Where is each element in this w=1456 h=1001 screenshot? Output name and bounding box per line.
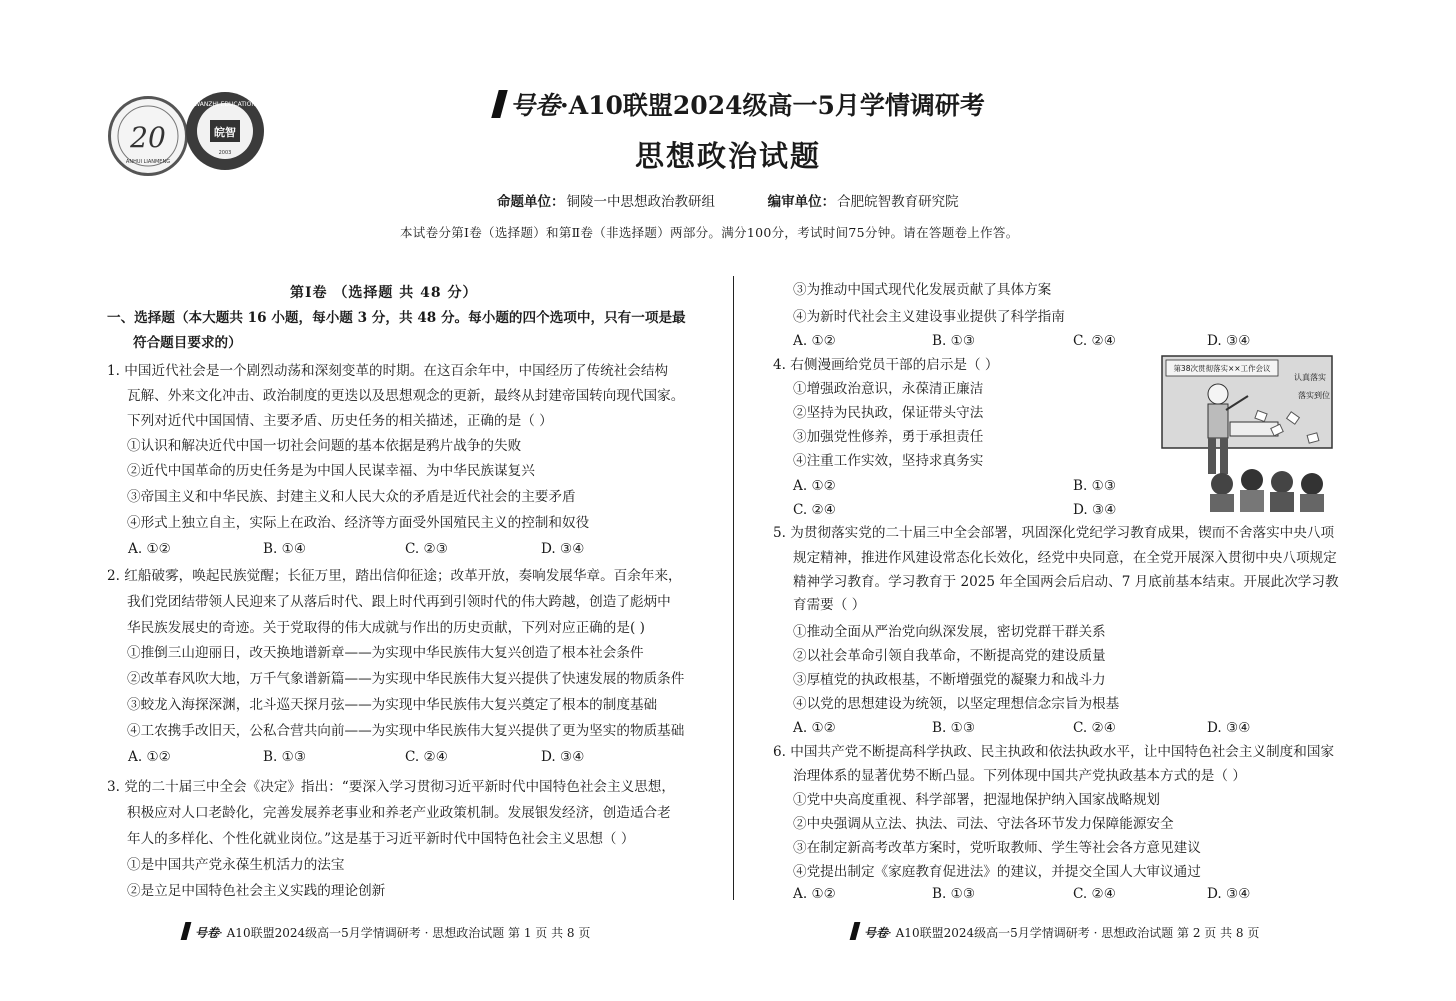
brand-name: 号卷: [510, 91, 561, 120]
q3-statement-2: ②是立足中国特色社会主义实践的理论创新: [127, 883, 386, 899]
q3-option-b: B. ①③: [932, 333, 976, 349]
q3-line-2: 积极应对人口老龄化，完善发展养老事业和养老产业政策机制。发展银发经济，创造适合老: [127, 805, 671, 821]
logo1-caption: ANHUI LIANMENG: [125, 159, 171, 165]
q6-statement-2: ②中央强调从立法、执法、司法、守法各环节发力保障能源安全: [793, 816, 1174, 832]
q6-statement-4: ④党提出制定《家庭教育促进法》的建议，并提交全国人大审议通过: [793, 864, 1201, 880]
section-instructions-2: 符合题目要求的）: [133, 335, 242, 351]
comic-illustration-icon: [1160, 352, 1344, 512]
comic-bubble-2: 落实到位: [1298, 391, 1330, 400]
q2-option-d: D. ③④: [541, 749, 585, 765]
author-label: 命题单位：: [497, 194, 565, 210]
q1-option-b: B. ①④: [263, 541, 307, 557]
footer-right-brand-icon: [850, 922, 861, 940]
logo2-ring: WANZHI EDUCATION: [194, 101, 256, 108]
q2-statement-2: ②改革春风吹大地，万千气象谱新篇——为实现中华民族伟大复兴提供了快速发展的物质条件: [127, 671, 685, 687]
q5-statement-3: ③厚植党的执政根基，不断增强党的凝聚力和战斗力: [793, 672, 1106, 688]
q3-statement-1: ①是中国共产党永葆生机活力的法宝: [127, 857, 345, 873]
q3-option-a: A. ①②: [793, 333, 836, 349]
logo2-text: 皖智: [214, 126, 236, 139]
q2-statement-4: ④工农携手改旧天，公私合营共向前——为实现中华民族伟大复兴提供了更为坚实的物质基础: [127, 723, 685, 739]
q4-statement-2: ②坚持为民执政，保证带头守法: [793, 405, 984, 421]
q6-option-c: C. ②④: [1073, 886, 1116, 902]
q5-line-1: 5. 为贯彻落实党的二十届三中全会部署，巩固深化党纪学习教育成果，锲而不舍落实中央八项: [773, 525, 1335, 541]
q5-line-3: 精神学习教育。学习教育于 2025 年全国两会后启动、7 月底前基本结束。开展此次学习教: [793, 574, 1339, 590]
q4-statement-1: ①增强政治意识，永葆清正廉洁: [793, 381, 984, 397]
footer-left-brand: 号卷: [195, 926, 220, 940]
footer-left-text: · A10联盟2024级高一5月学情调研考 · 思想政治试题 第 1 页 共 8 页: [219, 926, 591, 940]
q5-option-a: A. ①②: [793, 720, 836, 736]
q2-line-1: 2. 红船破雾，唤起民族觉醒；长征万里，踏出信仰征途；改革开放，奏响发展华章。百余年来，: [107, 568, 682, 584]
q5-line-2: 规定精神，推进作风建设常态化长效化，经党中央同意，在全党开展深入贯彻中央八项规定: [793, 550, 1337, 566]
q1-line-1: 1. 中国近代社会是一个剧烈动荡和深刻变革的时期。在这百余年中，中国经历了传统社会结构: [107, 363, 669, 379]
q6-option-a: A. ①②: [793, 886, 836, 902]
q5-statement-1: ①推动全面从严治党向纵深发展，密切党群干群关系: [793, 624, 1106, 640]
q6-line-2: 治理体系的显著优势不断凸显。下列体现中国共产党执政基本方式的是（ ）: [793, 768, 1246, 784]
q1-statement-1: ①认识和解决近代中国一切社会问题的基本依据是鸦片战争的失败: [127, 438, 522, 454]
q1-statement-3: ③帝国主义和中华民族、封建主义和人民大众的矛盾是近代社会的主要矛盾: [127, 489, 576, 505]
q3-statement-4: ④为新时代社会主义建设事业提供了科学指南: [793, 309, 1065, 325]
q1-line-2: 瓦解、外来文化冲击、政治制度的更迭以及思想观念的更新，最终从封建帝国转向现代国家。: [127, 388, 685, 404]
q5-option-b: B. ①③: [932, 720, 976, 736]
svg-text:20: 20: [130, 121, 166, 154]
q5-option-c: C. ②④: [1073, 720, 1116, 736]
comic-bubble-1: 认真落实: [1294, 373, 1326, 382]
q4-line-1: 4. 右侧漫画给党员干部的启示是（ ）: [773, 357, 999, 373]
q5-statement-2: ②以社会革命引领自我革命，不断提高党的建设质量: [793, 648, 1106, 664]
q5-statement-4: ④以党的思想建设为统领，以坚定理想信念宗旨为根基: [793, 696, 1120, 712]
q4-comic: [1160, 352, 1344, 512]
q2-statement-1: ①推倒三山迎丽日，改天换地谱新章——为实现中华民族伟大复兴创造了根本社会条件: [127, 645, 644, 661]
q4-option-b: B. ①③: [1073, 478, 1117, 494]
q1-line-3: 下列对近代中国国情、主要矛盾、历史任务的相关描述，正确的是（ ）: [127, 413, 553, 429]
q3-option-d: D. ③④: [1207, 333, 1251, 349]
q6-option-d: D. ③④: [1207, 886, 1251, 902]
q6-option-b: B. ①③: [932, 886, 976, 902]
footer-right-text: · A10联盟2024级高一5月学情调研考 · 思想政治试题 第 2 页 共 8 页: [888, 926, 1260, 940]
q2-statement-3: ③蛟龙入海探深渊，北斗巡天探月弦——为实现中华民族伟大复兴奠定了根本的制度基础: [127, 697, 658, 713]
right-column: [733, 0, 1456, 1001]
q3-option-c: C. ②④: [1073, 333, 1116, 349]
q4-statement-4: ④注重工作实效，坚持求真务实: [793, 453, 984, 469]
q4-statement-3: ③加强党性修养，勇于承担责任: [793, 429, 984, 445]
section-instructions-1: 一、选择题（本大题共 16 小题，每小题 3 分，共 48 分。每小题的四个选项中，只有一项是最: [107, 310, 686, 326]
q6-statement-3: ③在制定新高考改革方案时，党听取教师、学生等社会各方意见建议: [793, 840, 1201, 856]
q5-option-d: D. ③④: [1207, 720, 1251, 736]
q4-option-d: D. ③④: [1073, 502, 1117, 518]
q1-option-d: D. ③④: [541, 541, 585, 557]
q1-statement-2: ②近代中国革命的历史任务是为中国人民谋幸福、为中华民族谋复兴: [127, 463, 535, 479]
exam-notice: 本试卷分第Ⅰ卷（选择题）和第Ⅱ卷（非选择题）两部分。满分100分，考试时间75分钟。请在答题卷上作答。: [400, 225, 1019, 240]
q1-option-c: C. ②③: [405, 541, 448, 557]
q2-line-3: 华民族发展史的奇迹。关于党取得的伟大成就与作出的历史贡献，下列对应正确的是( ): [127, 620, 645, 636]
q3-statement-3: ③为推动中国式现代化发展贡献了具体方案: [793, 282, 1052, 298]
author: 铜陵一中思想政治教研组: [566, 194, 715, 210]
q1-option-a: A. ①②: [128, 541, 171, 557]
exam-title-text: ·A10联盟2024级高一5月学情调研考: [560, 91, 985, 120]
q2-option-b: B. ①③: [263, 749, 307, 765]
footer-left-brand-icon: [181, 922, 192, 940]
footer-right: [852, 922, 1259, 941]
q5-line-4: 育需要（ ）: [793, 597, 866, 613]
q2-option-c: C. ②④: [405, 749, 448, 765]
q6-statement-1: ①党中央高度重视、科学部署，把湿地保护纳入国家战略规划: [793, 792, 1161, 808]
q3-line-1: 3. 党的二十届三中全会《决定》指出：“要深入学习贯彻习近平新时代中国特色社会主义思想，: [107, 779, 675, 795]
subject-title: 思想政治试题: [634, 139, 821, 173]
q4-option-c: C. ②④: [793, 502, 836, 518]
q6-line-1: 6. 中国共产党不断提高科学执政、民主执政和依法执政水平，让中国特色社会主义制度和国家: [773, 744, 1335, 760]
q2-option-a: A. ①②: [128, 749, 171, 765]
footer-left: [183, 922, 590, 941]
section-title: 第Ⅰ卷 （选择题 共 48 分）: [290, 285, 478, 301]
comic-board-text: 第38次贯彻落实××工作会议: [1173, 364, 1271, 373]
q2-line-2: 我们党团结带领人民迎来了从落后时代、跟上时代再到引领时代的伟大跨越，创造了彪炳中: [127, 594, 671, 610]
q1-statement-4: ④形式上独立自主，实际上在政治、经济等方面受外国殖民主义的控制和奴役: [127, 515, 590, 531]
footer-right-brand: 号卷: [864, 926, 889, 940]
q4-option-a: A. ①②: [793, 478, 836, 494]
logo2-year: 2003: [218, 150, 232, 156]
q3-line-3: 年人的多样化、个性化就业岗位。”这是基于习近平新时代中国特色社会主义思想（ ）: [127, 831, 635, 847]
editor: 合肥皖智教育研究院: [837, 194, 959, 210]
editor-label: 编审单位：: [767, 194, 836, 210]
